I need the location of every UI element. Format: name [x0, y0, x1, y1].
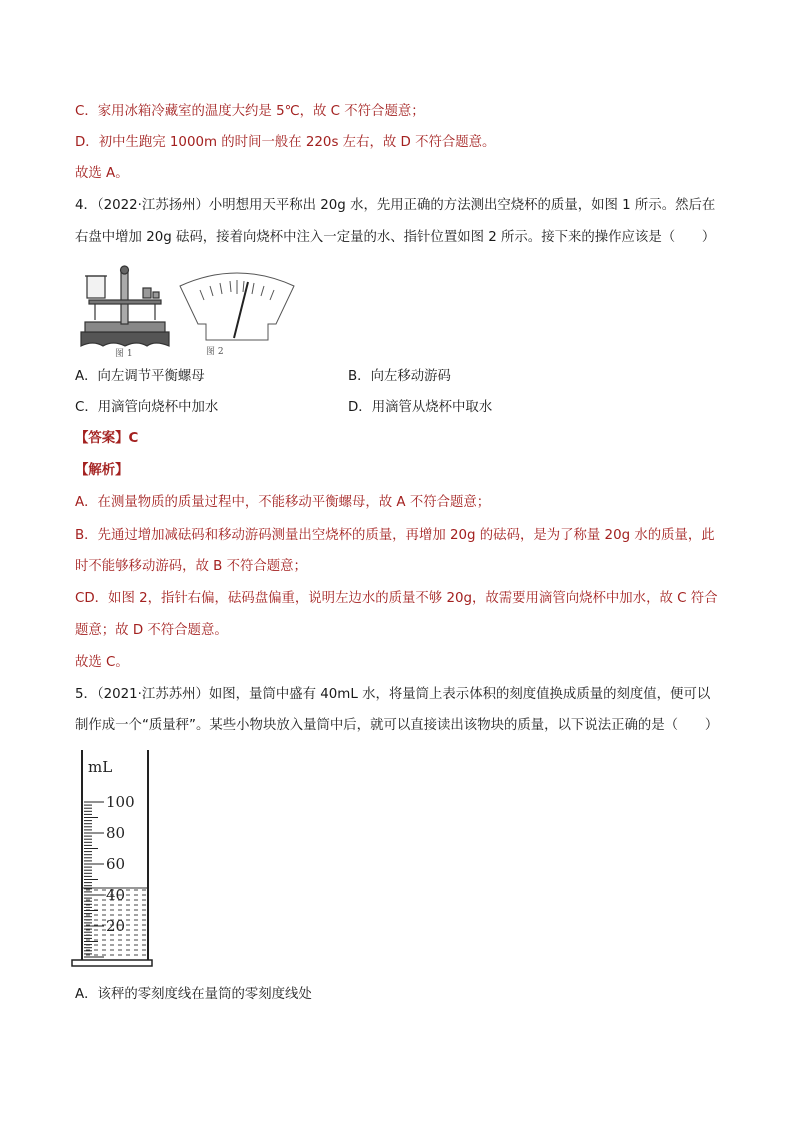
- q4-option-a: A．向左调节平衡螺母: [75, 369, 205, 384]
- cylinder-label-20: 20: [106, 917, 126, 935]
- q4-stem-line2: 右盘中增加 20g 砝码，接着向烧杯中注入一定量的水、指针位置如图 2 所示。接下来的操作应该是（ ）: [75, 230, 716, 245]
- q4-analysis-title: 【解析】: [75, 463, 129, 478]
- q4-analysis-cd-line2: 题意；故 D 不符合题意。: [75, 623, 228, 638]
- q5-stem-line1: 5．（2021·江苏苏州）如图，量筒中盛有 40mL 水，将量筒上表示体积的刻度值换成质量的刻度值，便可以: [75, 687, 711, 702]
- q4-analysis-a: A．在测量物质的质量过程中，不能移动平衡螺母，故 A 不符合题意；: [75, 495, 491, 510]
- fig2-label: 图 2: [206, 347, 224, 357]
- balance-figure: [75, 262, 175, 358]
- q4-answer: 【答案】C: [75, 431, 139, 446]
- q4-analysis-b-line1: B．先通过增加减砝码和移动游码测量出空烧杯的质量，再增加 20g 的砝码，是为了称量 20g 水的质量，此: [75, 528, 715, 543]
- cylinder-unit: mL: [88, 758, 113, 776]
- q3-choose: 故选 A。: [75, 166, 129, 181]
- q5-stem-line2: 制作成一个“质量秤”。某些小物块放入量筒中后，就可以直接读出该物块的质量，以下说法正确的是（ ）: [75, 718, 719, 733]
- q5-option-a: A．该秤的零刻度线在量筒的零刻度线处: [75, 987, 312, 1002]
- q4-choose: 故选 C。: [75, 655, 129, 670]
- cylinder-label-100: 100: [106, 793, 135, 811]
- q4-option-c: C．用滴管向烧杯中加水: [75, 400, 219, 415]
- fig1-label: 图 1: [115, 349, 133, 358]
- q4-option-b: B．向左移动游码: [348, 369, 451, 384]
- cylinder-label-60: 60: [106, 855, 126, 873]
- q4-stem-line1: 4．（2022·江苏扬州）小明想用天平称出 20g 水，先用正确的方法测出空烧杯的质量，如图 1 所示。然后在: [75, 198, 716, 213]
- q4-option-d: D．用滴管从烧杯中取水: [348, 400, 493, 415]
- cylinder-label-80: 80: [106, 824, 126, 842]
- graduated-cylinder-figure: [70, 748, 154, 970]
- q3-option-c-analysis: C．家用冰箱冷藏室的温度大约是 5℃，故 C 不符合题意；: [75, 104, 425, 119]
- cylinder-label-40: 40: [106, 886, 126, 904]
- pointer-dial-figure: [176, 268, 298, 358]
- q4-analysis-cd-line1: CD．如图 2，指针右偏，砝码盘偏重，说明左边水的质量不够 20g，故需要用滴管向烧杯中加水，故 C 符合: [75, 591, 718, 606]
- q3-option-d-analysis: D．初中生跑完 1000m 的时间一般在 220s 左右，故 D 不符合题意。: [75, 135, 496, 150]
- q4-analysis-b-line2: 时不能够移动游码，故 B 不符合题意；: [75, 559, 307, 574]
